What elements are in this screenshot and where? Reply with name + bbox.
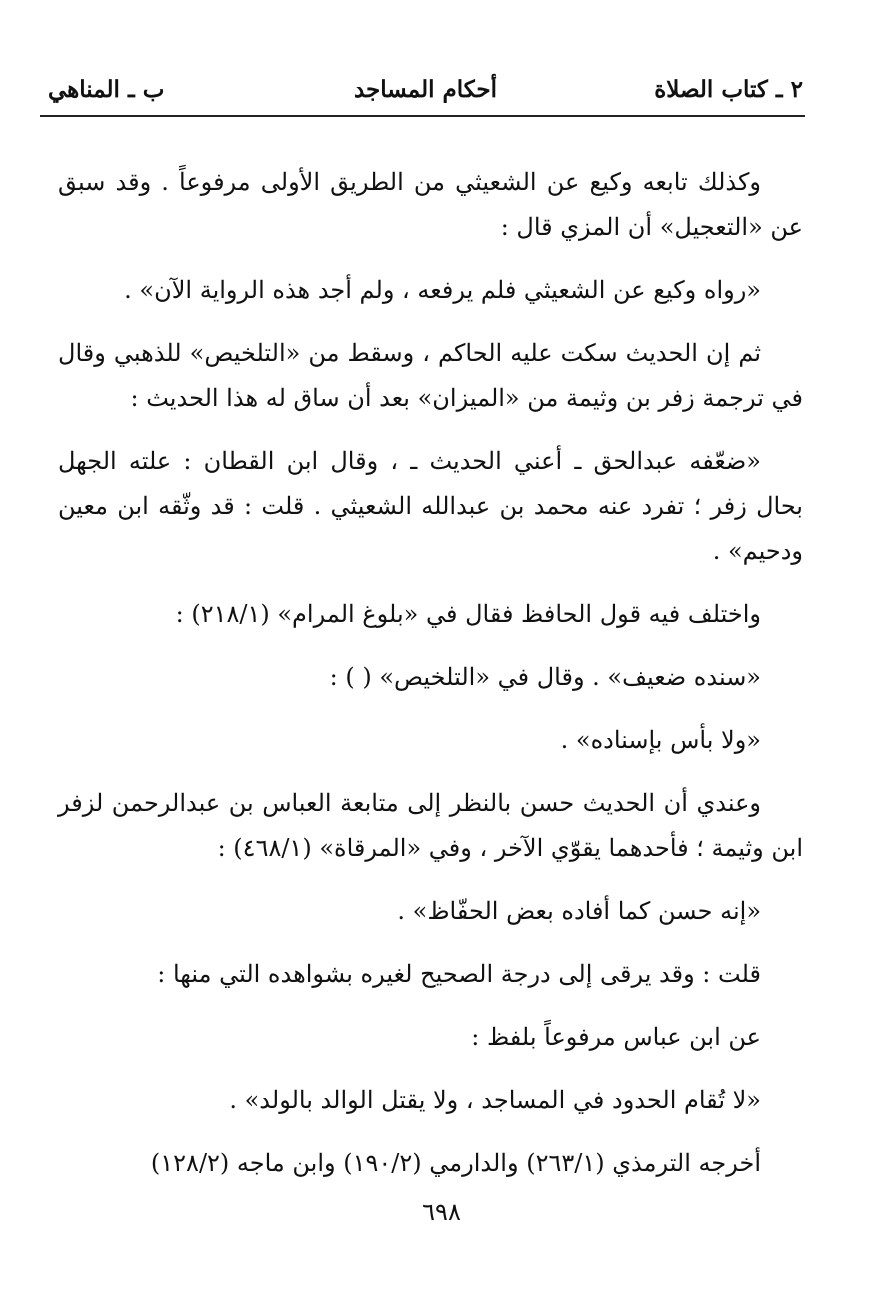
paragraph: وعندي أن الحديث حسن بالنظر إلى متابعة العباس بن عبدالرحمن لزفر ابن وثيمة ؛ فأحدهما يقوّي الآخر ، وفي «المرقاة» (٤٦٨/١) : [58, 789, 803, 862]
header-title: أحكام المساجد [353, 76, 498, 103]
paragraph: وكذلك تابعه وكيع عن الشعيثي من الطريق الأولى مرفوعاً . وقد سبق عن «التعجيل» أن المزي قال : [58, 168, 803, 241]
quote: «ولا بأس بإسناده» . [560, 726, 761, 754]
quote: «سنده ضعيف» . وقال في «التلخيص» ( ) : [329, 663, 761, 691]
paragraph: قلت : وقد يرقى إلى درجة الصحيح لغيره بشواهده التي منها : [157, 960, 761, 988]
paragraph: ثم إن الحديث سكت عليه الحاكم ، وسقط من «التلخيص» للذهبي وقال في ترجمة زفر بن وثيمة من «الميزان» بعد أن ساق له هذا الحديث : [58, 339, 803, 412]
quote: «لا تُقام الحدود في المساجد ، ولا يقتل الوالد بالولد» . [229, 1086, 761, 1114]
paragraph: عن ابن عباس مرفوعاً بلفظ : [471, 1023, 761, 1051]
quote: «ضعّفه عبدالحق ـ أعني الحديث ـ ، وقال ابن القطان : علته الجهل بحال زفر ؛ تفرد عنه محمد بن عبدالله الشعيثي . قلت : قد وثّقه ابن معين ودحيم» . [58, 447, 803, 565]
running-header [48, 72, 803, 112]
header-section: ب ـ المناهي [48, 76, 165, 103]
quote: «رواه وكيع عن الشعيثي فلم يرفعه ، ولم أجد هذه الرواية الآن» . [124, 276, 761, 304]
header-divider [40, 115, 805, 117]
main-text [58, 160, 803, 1186]
page-number: ٦٩٨ [422, 1198, 461, 1226]
paragraph: أخرجه الترمذي (٢٦٣/١) والدارمي (١٩٠/٢) وابن ماجه (١٢٨/٢) [150, 1149, 761, 1177]
header-chapter: ٢ ـ كتاب الصلاة [654, 76, 803, 103]
quote: «إنه حسن كما أفاده بعض الحفّاظ» . [397, 897, 761, 925]
paragraph: واختلف فيه قول الحافظ فقال في «بلوغ المرام» (٢١٨/١) : [175, 600, 761, 628]
